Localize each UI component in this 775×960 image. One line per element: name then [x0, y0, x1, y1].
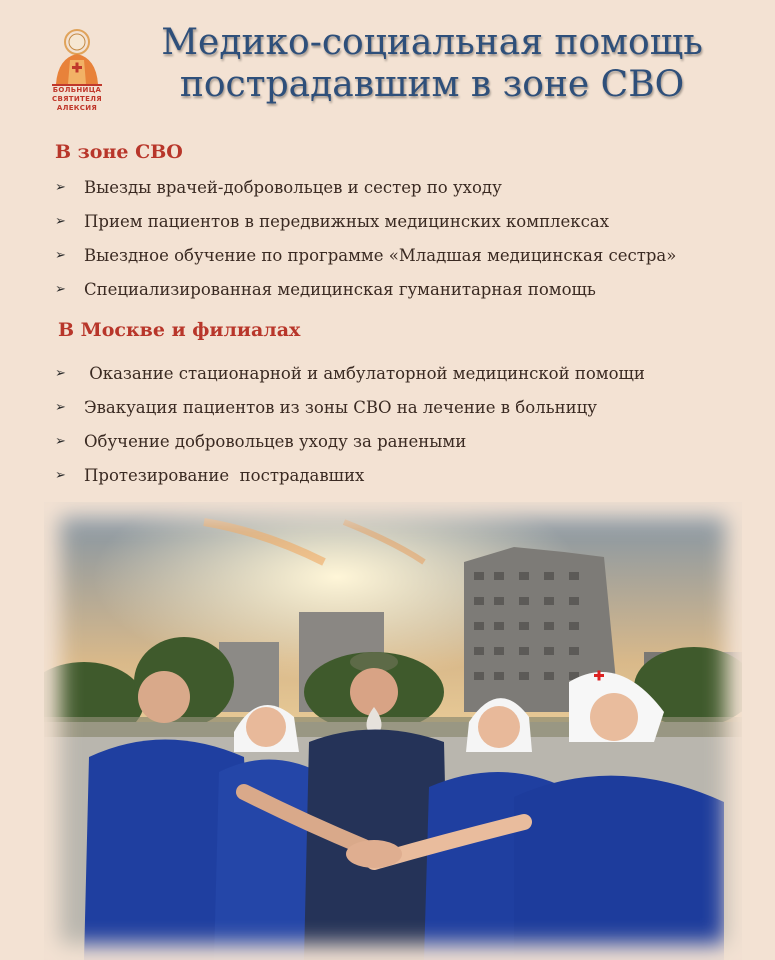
list-item-text: Специализированная медицинская гуманитарная помощь [84, 280, 596, 299]
list-item [55, 391, 645, 425]
page-title-line: пострадавшим в зоне СВО [179, 64, 685, 105]
svo-list [55, 171, 676, 307]
moscow-list [55, 357, 645, 493]
team-photo-illustration [44, 502, 742, 960]
list-item [55, 425, 645, 459]
section-heading-moscow: В Москве и филиалах [58, 319, 301, 341]
list-item [55, 357, 645, 391]
arrow-bullet-icon: ➢ [55, 434, 66, 449]
list-item [55, 171, 676, 205]
arrow-bullet-icon: ➢ [55, 214, 66, 229]
saint-icon [52, 30, 102, 86]
arrow-bullet-icon: ➢ [55, 366, 66, 381]
list-item [55, 459, 645, 493]
list-item [55, 205, 676, 239]
page-title-line: Медико-социальная помощь [161, 22, 703, 63]
logo-text-line: АЛЕКСИЯ [56, 104, 98, 112]
list-item-text: Выездное обучение по программе «Младшая медицинская сестра» [84, 246, 677, 265]
section-heading-svo: В зоне СВО [55, 141, 183, 163]
page-title [122, 22, 742, 106]
logo-text-line: БОЛЬНИЦА [52, 86, 102, 94]
list-item [55, 273, 676, 307]
list-item-text: Обучение добровольцев уходу за ранеными [84, 432, 467, 451]
logo-text [40, 86, 114, 113]
team-photo [44, 502, 742, 960]
arrow-bullet-icon: ➢ [55, 282, 66, 297]
list-item-text: Оказание стационарной и амбулаторной медицинской помощи [84, 364, 645, 383]
arrow-bullet-icon: ➢ [55, 400, 66, 415]
list-item-text: Протезирование пострадавших [84, 466, 365, 485]
arrow-bullet-icon: ➢ [55, 248, 66, 263]
list-item [55, 239, 676, 273]
list-item-text: Эвакуация пациентов из зоны СВО на лечение в больницу [84, 398, 597, 417]
list-item-text: Прием пациентов в передвижных медицинских комплексах [84, 212, 610, 231]
list-item-text: Выезды врачей-добровольцев и сестер по уходу [84, 178, 502, 197]
arrow-bullet-icon: ➢ [55, 468, 66, 483]
logo-text-line: СВЯТИТЕЛЯ [52, 95, 102, 103]
arrow-bullet-icon: ➢ [55, 180, 66, 195]
